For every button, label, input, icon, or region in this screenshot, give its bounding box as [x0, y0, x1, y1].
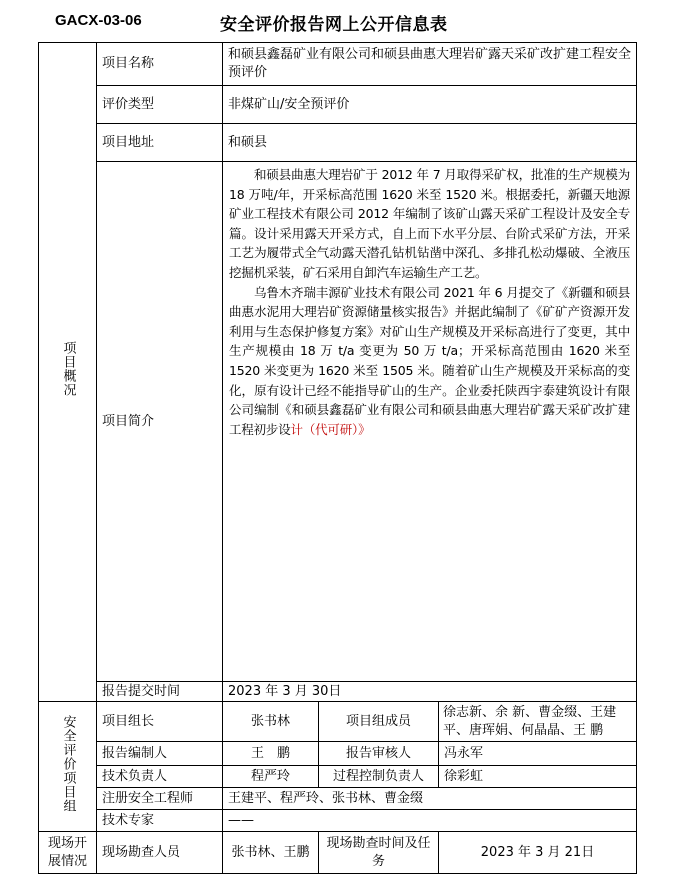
engineers-value: 王建平、程严玲、张书林、曹金缀 [223, 788, 637, 810]
tech-lead-label: 技术负责人 [97, 766, 223, 788]
leader-label: 项目组长 [97, 702, 223, 742]
summary-paragraph-2-main: 乌鲁木齐瑞丰源矿业技术有限公司 2021 年 6 月提交了《新疆和硕县曲惠水泥用大理岩矿资源储量核实报告》并据此编制了《矿矿产资源开发利用与生态保护修复方案》对矿山生产规模及开采标高进行了变更，其中生产规模由 18 万 t/a 变更为 50 万 t/a；开采标高范围由 1620 米至 1520 米变更为 1620 米至 1505 米。随着矿山生产规模及开采标高的变化，原有设计已经不能指导矿山的生产。企业委托陕西宇泰建筑设计有限公司编制《和硕县鑫磊矿业有限公司和硕县曲惠大理岩矿露天采矿改扩建工程初步设 [229, 284, 631, 437]
compiler-label: 报告编制人 [97, 742, 223, 766]
members-label: 项目组成员 [319, 702, 439, 742]
row-eval-type [39, 86, 637, 124]
row-leader [39, 702, 637, 742]
survey-staff-value: 张书林、王鹏 [223, 832, 319, 874]
submit-time-label: 报告提交时间 [97, 682, 223, 702]
experts-label: 技术专家 [97, 810, 223, 832]
survey-time-value: 2023 年 3 月 21日 [439, 832, 637, 874]
row-address [39, 124, 637, 162]
section-overview-label: 项目概况 [60, 341, 76, 397]
row-tech-lead [39, 766, 637, 788]
row-submit-time [39, 682, 637, 702]
eval-type-label: 评价类型 [97, 86, 223, 124]
leader-value: 张书林 [223, 702, 319, 742]
tech-lead-value: 程严玲 [223, 766, 319, 788]
section-team-label: 安全评价项目组 [60, 714, 76, 813]
process-control-value: 徐彩虹 [439, 766, 637, 788]
summary-paragraph-2-highlight: 计（代可研）》 [290, 421, 371, 437]
survey-time-label: 现场勘查时间及任务 [319, 832, 439, 874]
row-experts [39, 810, 637, 832]
experts-value: —— [223, 810, 637, 832]
row-site-survey [39, 832, 637, 874]
summary-value [223, 162, 637, 682]
members-value: 徐志新、余 新、曹金缀、王建平、唐珲娟、何晶晶、王 鹏 [439, 702, 637, 742]
engineers-label: 注册安全工程师 [97, 788, 223, 810]
reviewer-label: 报告审核人 [319, 742, 439, 766]
summary-label: 项目简介 [97, 162, 223, 682]
row-compiler [39, 742, 637, 766]
address-value: 和硕县 [223, 124, 637, 162]
process-control-label: 过程控制负责人 [319, 766, 439, 788]
project-name-label: 项目名称 [97, 43, 223, 86]
submit-time-value: 2023 年 3 月 30日 [223, 682, 637, 702]
section-overview [39, 43, 97, 702]
info-table [38, 42, 637, 874]
eval-type-value: 非煤矿山/安全预评价 [223, 86, 637, 124]
section-site [39, 832, 97, 874]
survey-staff-label: 现场勘查人员 [97, 832, 223, 874]
row-summary [39, 162, 637, 682]
document-code: GACX-03-06 [55, 12, 142, 29]
summary-paragraph-2 [229, 283, 630, 440]
address-label: 项目地址 [97, 124, 223, 162]
project-name-value: 和硕县鑫磊矿业有限公司和硕县曲惠大理岩矿露天采矿改扩建工程安全预评价 [223, 43, 637, 86]
summary-paragraph-1: 和硕县曲惠大理岩矿于 2012 年 7 月取得采矿权，批准的生产规模为 18 万吨/年，开采标高范围 1620 米至 1520 米。根据委托，新疆天地源矿业工程技术有限公司 2012 年编制了该矿山露天采矿工程设计及安全专篇。设计采用露天开采方式，自上而下水平分层、台阶式采矿方法，开采工艺为履带式全气动露天潜孔钻机钻凿中深孔、多排孔松动爆破、全液压挖掘机采装，矿石采用自卸汽车运输生产工艺。 [229, 167, 631, 280]
reviewer-value: 冯永军 [439, 742, 637, 766]
compiler-value: 王 鹏 [223, 742, 319, 766]
document-title: 安全评价报告网上公开信息表 [220, 15, 448, 35]
row-project-name [39, 43, 637, 86]
section-site-label: 现场开展情况 [47, 835, 87, 869]
row-engineers [39, 788, 637, 810]
section-team [39, 702, 97, 832]
